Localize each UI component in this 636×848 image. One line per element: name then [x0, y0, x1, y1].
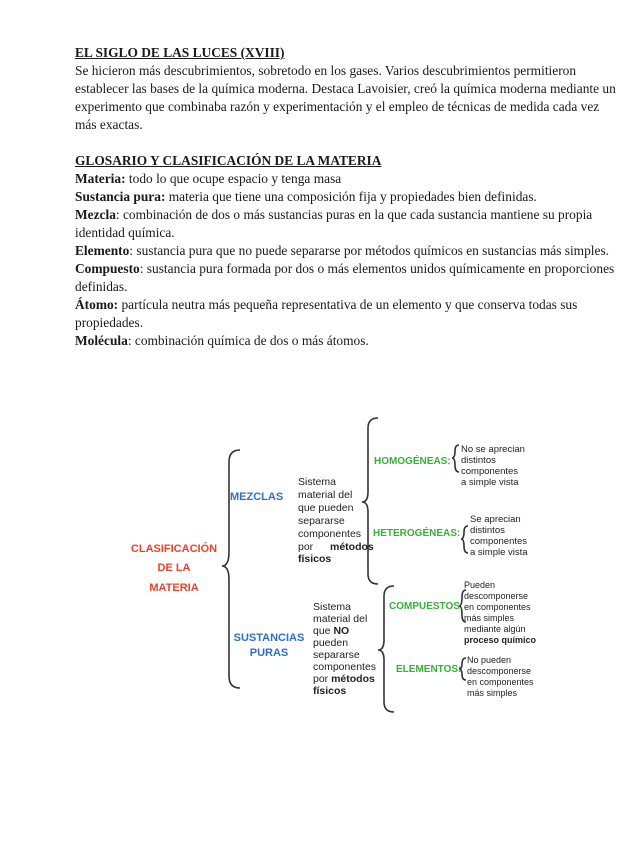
section-title-glosario: GLOSARIO Y CLASIFICACIÓN DE LA MATERIA: [75, 153, 382, 168]
glossary-definition: : sustancia pura que no puede separarse por métodos químicos en sustancias más simples.: [129, 243, 610, 258]
section-body-siglo-luces: Se hicieron más descubrimientos, sobretodo en los gases. Varios descubrimientos permitieron establecer las bases de la química moderna. Destaca Lavoisier, creó la química moderna mediante un experimento que combinaba razón y experimentación y el empleo de técnicas de medida cada vez más exactas.: [75, 63, 616, 132]
elementos-description: [467, 655, 534, 698]
homogeneas-bracket: [452, 445, 459, 472]
root-label-line2: DE LA: [157, 562, 191, 574]
glossary-definition: : sustancia pura formada por dos o más elementos unidos químicamente en proporciones definidas.: [75, 261, 615, 294]
heterogeneas-desc-line: a simple vista: [470, 547, 528, 558]
root-label-line1: CLASIFICACIÓN: [130, 543, 218, 555]
compuestos-desc-line: Pueden: [464, 580, 496, 590]
sustancias-label-line2: PURAS: [249, 647, 289, 659]
glossary-term: Materia:: [75, 171, 126, 186]
heterogeneas-desc-line: Se aprecian: [470, 514, 521, 525]
homogeneas-desc-line: No se aprecian: [461, 444, 525, 455]
elementos-desc-line: No pueden: [467, 655, 512, 665]
sustancias-desc-line: material del: [313, 613, 368, 625]
sustancias-subtypes: [389, 601, 461, 675]
heterogeneas-desc-line: componentes: [470, 536, 528, 547]
glossary-term: Sustancia pura:: [75, 189, 166, 204]
mezclas-desc-bold: métodos: [330, 541, 374, 553]
heterogeneas-description: [470, 514, 528, 558]
glossary-term: Molécula: [75, 333, 128, 348]
glossary-definition: todo lo que ocupe espacio y tenga masa: [125, 171, 342, 186]
sustancias-desc-line: [313, 673, 375, 685]
mezclas-bracket: [362, 418, 378, 584]
sustancias-desc-por: por: [313, 673, 332, 685]
main-bracket: [222, 450, 240, 688]
homogeneas-label: HOMOGÉNEAS:: [374, 456, 451, 467]
root-label-line3: MATERIA: [149, 582, 199, 594]
sustancias-desc-bold: físicos: [313, 685, 347, 697]
sustancias-desc-que: que: [313, 625, 334, 637]
mezclas-desc-line: que pueden: [298, 502, 354, 514]
root-label: [131, 542, 217, 594]
mezclas-subtypes: [373, 454, 460, 539]
mezclas-label: MEZCLAS: [230, 491, 284, 503]
sustancias-desc-line: separarse: [313, 649, 360, 661]
compuestos-desc-line: descomponerse: [464, 591, 529, 601]
mezclas-desc-line: material del: [298, 489, 353, 501]
compuestos-desc-line: en componentes: [464, 602, 531, 612]
mezclas-description: [298, 476, 374, 565]
sustancias-desc-line: Sistema: [313, 601, 351, 613]
sustancias-description: [313, 601, 376, 697]
homogeneas-description: [461, 444, 525, 488]
glossary-term: Mezcla: [75, 207, 116, 222]
glossary-definition: partícula neutra más pequeña representativa de un elemento y que conserva todas sus propiedades.: [75, 297, 578, 330]
mezclas-desc-line: componentes: [298, 528, 362, 540]
compuestos-label: COMPUESTOS: [389, 601, 460, 612]
homogeneas-desc-line: a simple vista: [461, 477, 519, 488]
elementos-desc-line: más simples: [467, 688, 518, 698]
mezclas-desc-line: por: [298, 541, 314, 553]
mezclas-desc-bold: físicos: [298, 553, 332, 565]
sustancias-desc-bold: métodos: [331, 673, 375, 685]
mezclas-desc-line: separarse: [298, 515, 345, 527]
compuestos-desc-bold: proceso químico: [464, 635, 537, 645]
sustancias-desc-line: pueden: [313, 637, 349, 649]
glossary-definition: : combinación química de dos o más átomos.: [127, 333, 369, 348]
sustancias-desc-line: [313, 625, 349, 637]
homogeneas-desc-line: componentes: [461, 466, 519, 477]
mezclas-desc-line: Sistema: [298, 476, 336, 488]
section-title-siglo-luces: EL SIGLO DE LAS LUCES (XVIII): [75, 45, 285, 60]
sustancias-desc-line: componentes: [313, 661, 377, 673]
homogeneas-desc-line: distintos: [461, 455, 496, 466]
heterogeneas-desc-line: distintos: [470, 525, 505, 536]
elementos-desc-line: en componentes: [467, 677, 534, 687]
sustancias-desc-no: NO: [333, 625, 350, 637]
compuestos-desc-line: mediante algún: [464, 624, 526, 634]
compuestos-description: [464, 580, 537, 645]
glossary-term: Compuesto: [75, 261, 140, 276]
sustancias-node: [234, 632, 305, 659]
mezclas-node: [230, 491, 283, 503]
glossary-term: Átomo:: [75, 297, 119, 312]
compuestos-desc-line: más simples: [464, 613, 515, 623]
glossary-definition: : combinación de dos o más sustancias puras en la que cada sustancia mantiene su propia identidad química.: [75, 207, 593, 240]
heterogeneas-label: HETEROGÉNEAS:: [373, 528, 461, 539]
sustancias-label-line1: SUSTANCIAS: [233, 632, 305, 644]
heterogeneas-bracket: [461, 526, 468, 553]
elementos-label: ELEMENTOS:: [396, 664, 462, 675]
elementos-desc-line: descomponerse: [467, 666, 532, 676]
glossary-term: Elemento: [75, 243, 130, 258]
glossary-definition: materia que tiene una composición fija y propiedades bien definidas.: [165, 189, 537, 204]
